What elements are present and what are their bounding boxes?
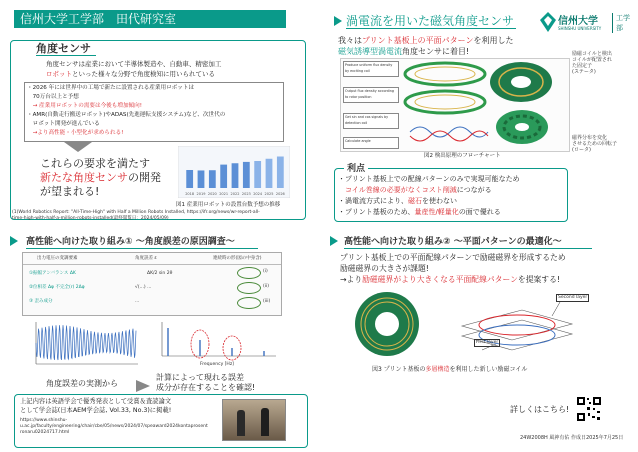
- ellipse-2: [237, 282, 261, 294]
- adv-3-pre: ・プリント基板のため、: [338, 208, 415, 216]
- bar-2023: [243, 162, 250, 188]
- bullet-2: → 産業用ロボットの需要は今後も増加傾向!: [27, 103, 142, 109]
- flow-box-0: [343, 61, 399, 77]
- right-header-underline: [346, 28, 516, 29]
- pattern-p3c: を提案する!: [517, 275, 561, 284]
- principle-2b: 角度センサに着目!: [402, 47, 470, 56]
- intro-robot: ロボット: [46, 70, 72, 78]
- error-waveform-plot: [26, 318, 142, 370]
- adv-3-red: 量産性/軽量化: [414, 208, 459, 216]
- award-line-2: として学会誌(日本AEM学会誌, Vol.33, No.3)に掲載!: [20, 407, 172, 414]
- adv-1-red: コイル巻線の必要がなくコスト削減: [345, 186, 457, 194]
- bar-2019: [198, 170, 205, 188]
- coil-illustrations: [400, 60, 490, 148]
- arrow-right: [136, 380, 150, 392]
- intro-line-2: [46, 70, 215, 78]
- more-info-text[interactable]: 詳しくはこちら!: [510, 405, 570, 414]
- lead-line-3: が望まれる!: [40, 185, 100, 198]
- tick-2022: 2022: [230, 192, 240, 196]
- adv-1: [338, 185, 492, 195]
- footer-credit: 24W2008H 風神有佑 作成日2025年7月25日: [520, 435, 624, 441]
- bullet-3: ・AMR(自動走行搬送ロボット)やADAS(先進運転支援システム)など、次世代の: [27, 112, 226, 118]
- ellipse-label-3: (iii): [263, 299, 271, 304]
- award-line-1: 上記内容は英語学会で優秀発表として受賞＆査読論文: [20, 398, 172, 405]
- angle-sensor-underline: [36, 55, 96, 56]
- bar-2024: [254, 161, 261, 188]
- table-row-2-b: ...: [135, 299, 140, 304]
- award-url-3[interactable]: ronaru02024717.html: [20, 430, 70, 435]
- rotor-board: [494, 108, 550, 146]
- annot-top-1: コイルが配置され: [572, 57, 612, 63]
- adv-1-post: につながる: [456, 186, 492, 194]
- table-row-1-b: √(...) ...: [135, 285, 152, 290]
- tick-2021: 2021: [219, 192, 229, 196]
- bar-2018: [186, 170, 193, 188]
- table-divider: [23, 264, 281, 265]
- adv-2-red: 磁石: [408, 197, 422, 205]
- footnote-1: (1)World Robotics Report: "All-Time-High" with Half a Million Robots Installed, https://ifr.org/news/wr-report-all-: [12, 210, 260, 215]
- robot-forecast-chart: [178, 146, 290, 198]
- error-spectrum-plot: [154, 318, 280, 362]
- advantages-heading: 利点: [344, 161, 368, 174]
- error-section-underline: [26, 248, 258, 249]
- principle-1c: を利用した: [473, 36, 514, 45]
- flow-box-3-text: Calculate angle: [345, 139, 371, 143]
- pcb-coil-photo: [352, 290, 422, 358]
- down-arrow: [64, 142, 92, 152]
- table-header-1: 角度誤差 ε: [135, 256, 157, 261]
- logo-sub: SHINSHU UNIVERSITY: [558, 26, 602, 31]
- angle-sensor-heading: 角度センサ: [36, 42, 91, 55]
- ellipse-label-2: (ii): [263, 284, 270, 289]
- principle-1a: 我々は: [338, 36, 362, 45]
- table-row-0-a: ①振幅アンバランス ΔK: [29, 271, 76, 276]
- adv-2-post: を使わない: [422, 197, 457, 205]
- bullet-5: →より高性能・小型化が求められる!: [27, 130, 124, 136]
- tick-2026: 2026: [275, 192, 285, 196]
- adv-2-pre: ・渦電流方式により、: [338, 197, 408, 205]
- pattern-p1: プリント基板上での平面配線パターンで励磁磁界を形成するため: [340, 253, 566, 262]
- stator-board: [488, 60, 554, 104]
- table-row-1-a: ②位相差 Δφ 不完全(r) 2Δφ: [29, 285, 85, 290]
- photo-person-2: [261, 408, 269, 436]
- logo-dept: 工学部: [612, 13, 632, 33]
- flow-box-1: [343, 87, 399, 103]
- intro-rest: といった様々な分野で角度検知に用いられている: [72, 70, 215, 78]
- adv-1-pre: [338, 186, 345, 194]
- ellipse-1: [237, 267, 261, 279]
- left-header-title: 信州大学工学部 田代研究室: [20, 12, 177, 26]
- bar-2022: [232, 163, 239, 188]
- pattern-p3: [340, 274, 560, 285]
- bar-2025: [266, 159, 273, 188]
- pattern-p3a: →より: [340, 275, 363, 284]
- ellipse-label-1: (i): [263, 269, 268, 274]
- university-logo: [540, 10, 632, 36]
- left-header: [14, 10, 286, 28]
- footnote-2: time-high-with-half-a-million-robots-installed(最終閲覧日：2024/05/09): [12, 216, 169, 221]
- annot-top-2: た固定子: [572, 63, 593, 69]
- flowchart-caption: 図2 検出原理のフローチャート: [424, 153, 501, 159]
- table-row-2-a: ③ 歪み成分: [29, 299, 53, 304]
- bar-2020: [209, 170, 216, 188]
- table-header-2: 連続時の形(図の中身含): [213, 256, 262, 261]
- annot-top-0: 励磁コイルと検出: [572, 51, 612, 57]
- intro-line-1: 角度センサは産業において半導体製造や、自動車、精密加工: [46, 60, 222, 68]
- measurement-label: 角度誤差の実測から: [46, 379, 118, 388]
- principle-line-1: [338, 35, 514, 46]
- bar-2026: [277, 157, 284, 189]
- flow-box-0-text: Produce uniform flux density by exciting coil: [345, 63, 393, 73]
- lead-line-1: これらの要求を満たす: [40, 157, 150, 170]
- award-photo: [222, 399, 286, 441]
- flow-box-2: [343, 113, 399, 129]
- annot-top-3: (ステータ): [572, 69, 596, 75]
- annot-bottom-0: 磁界分布を変化: [572, 135, 608, 141]
- error-section-heading: 高性能へ向けた取り組み① ～角度誤差の原因調査～: [26, 237, 235, 247]
- pattern-caption-a: 図3 プリント基板の: [372, 366, 426, 373]
- award-url-1[interactable]: https://www.shinshu-: [20, 418, 68, 423]
- tick-2020: 2020: [207, 192, 217, 196]
- qr-code-icon[interactable]: [576, 396, 602, 422]
- bullet-1: 70万台以上と予想: [27, 94, 79, 100]
- error-section-marker: [10, 236, 18, 246]
- adv-2: [338, 196, 457, 206]
- logo-mark-icon: [540, 12, 556, 32]
- annot-bottom-2: (ロータ): [572, 147, 591, 153]
- pattern-caption-b: 多層構造: [425, 366, 450, 373]
- tick-2018: 2018: [185, 192, 195, 196]
- pattern-caption-c: を利用した新しい励磁コイル: [449, 366, 528, 373]
- ellipse-3: [237, 297, 261, 309]
- calc-label-2: 成分が存在することを確認!: [156, 383, 256, 392]
- chart-caption: 図1 産業用ロボットの設置台数予想の推移: [176, 202, 281, 208]
- pattern-p2: 励磁磁界の大きさが課題!: [340, 264, 429, 273]
- flow-box-1-text: Output flux density according to rotor position: [345, 89, 394, 99]
- lead-new-sensor: 新たな角度センサ: [40, 171, 128, 184]
- right-header-title: 渦電流を用いた磁気角度センサ: [346, 14, 515, 28]
- error-table: [22, 252, 282, 316]
- logo-name: 信州大学: [558, 16, 598, 27]
- second-layer-label: Second layer: [558, 295, 588, 300]
- pattern-caption: [372, 364, 527, 373]
- pattern-section-heading: 高性能へ向けた取り組み② ～平面パターンの最適化～: [344, 237, 562, 247]
- principle-1b: プリント基板上の平面パターン: [362, 36, 474, 45]
- tick-2023: 2023: [241, 192, 251, 196]
- pattern-p3b: 励磁磁界がより大きくなる平面配線パターン: [362, 275, 518, 284]
- adv-0-pre: ・プリント基板上での配線パターンのみで実現可能なため: [338, 175, 520, 183]
- table-header-0: 出力電圧の変調要素: [37, 256, 78, 261]
- right-header-marker: [334, 16, 342, 26]
- pattern-section-underline: [344, 248, 592, 249]
- tick-2024: 2024: [253, 192, 263, 196]
- bar-2021: [220, 165, 227, 188]
- tick-2025: 2025: [264, 192, 274, 196]
- annot-bottom-1: させるための回転子: [572, 141, 618, 147]
- flow-box-3: [343, 137, 399, 149]
- table-row-0-b: ΔK/2 sin 2θ: [147, 271, 173, 276]
- adv-0: [338, 174, 520, 184]
- principle-2a: 磁気誘導型渦電流: [338, 47, 402, 56]
- flow-box-2-text: Get sin and cos signals by detection coil: [345, 115, 389, 125]
- tick-2019: 2019: [196, 192, 206, 196]
- calc-label-1: 計算によって現れる誤差: [156, 373, 244, 382]
- freq-axis-label: Frequency [Hz]: [200, 362, 234, 367]
- pattern-section-marker: [330, 236, 338, 246]
- photo-person-1: [237, 410, 245, 436]
- lead-kaihatsu: の開発: [128, 171, 161, 184]
- adv-3-post: の面で優れる: [458, 208, 501, 216]
- adv-3: [338, 207, 501, 217]
- first-layer-label: First layer: [476, 340, 499, 345]
- bullet-4: ロボット開発が進んでいる: [27, 121, 100, 127]
- bullet-0: ・2026 年には世界中の工場で新たに設置される産業用ロボットは: [27, 85, 195, 91]
- principle-line-2: [338, 46, 469, 57]
- award-url-2[interactable]: u.ac.jp/faculty/engineering/chair/cbe/05/news/2024/07/speaward2024kontaprosent: [20, 424, 208, 429]
